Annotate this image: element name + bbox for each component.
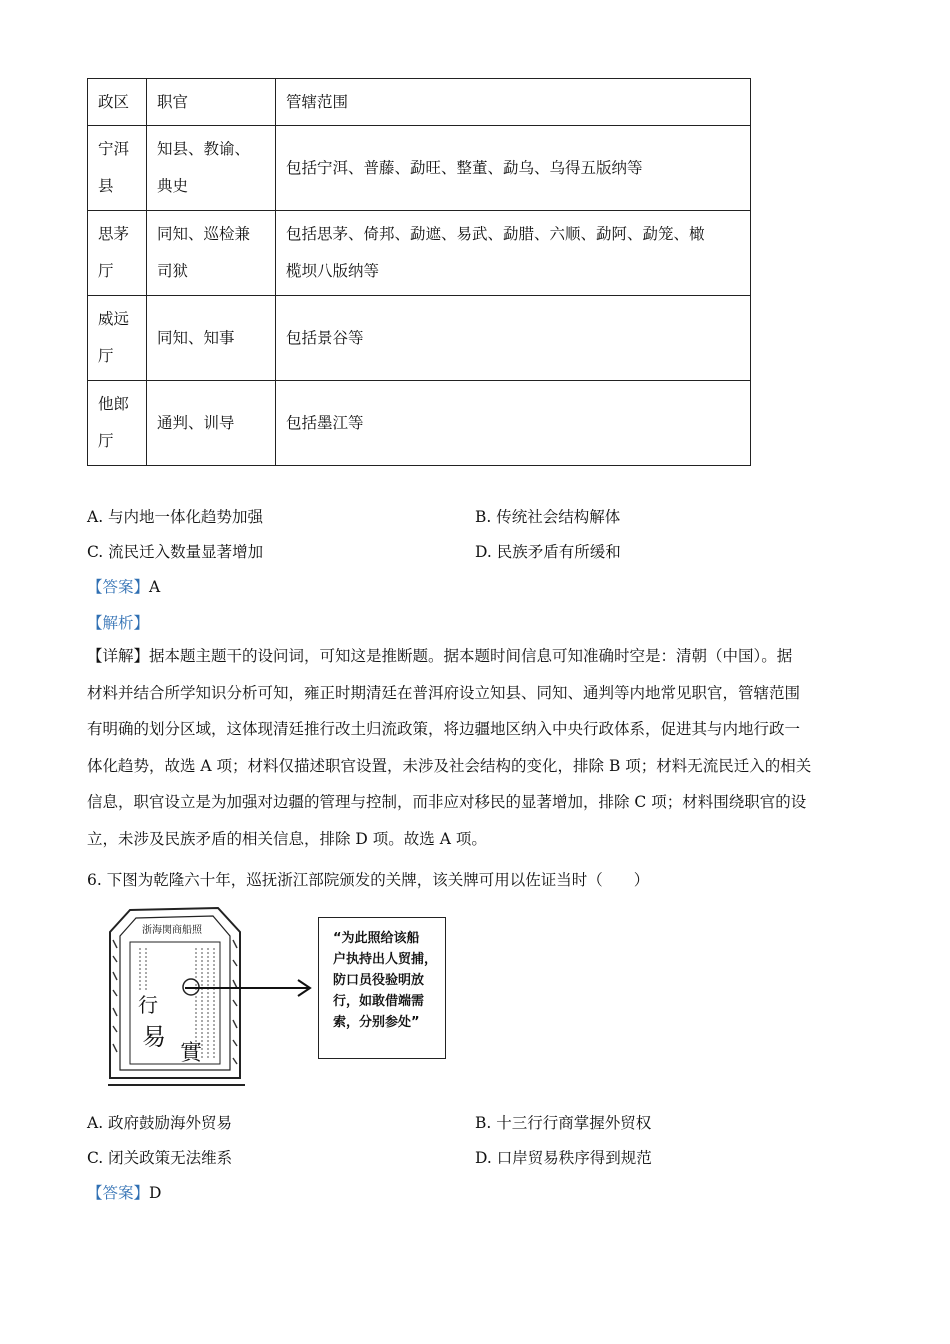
q6-option-a: A. 政府鼓励海外贸易 [87, 1114, 233, 1132]
officials-cell: 同知、巡检兼 司狱 [147, 211, 276, 296]
q6-option-c: C. 闭关政策无法维系 [87, 1149, 233, 1167]
q6-option-d: D. 口岸贸易秩序得到规范 [475, 1149, 652, 1167]
region-cell: 威远 厅 [88, 296, 147, 381]
detail-line: 体化趋势，故选 A 项；材料仅描述职官设置，未涉及社会结构的变化，排除 B 项；材料无流民迁入的相关 [87, 756, 812, 775]
quote-line: “为此照给该船 [333, 931, 420, 946]
scope-cell: 包括景谷等 [276, 296, 751, 381]
q5-option-c: C. 流民迁入数量显著增加 [87, 543, 264, 561]
detail-line: 材料并结合所学知识分析可知，雍正时期清廷在普洱府设立知县、同知、通判等内地常见职官，管辖范围 [87, 683, 801, 702]
table-row [88, 381, 751, 466]
detail-line: 【详解】据本题主题干的设问词，可知这是推断题。据本题时间信息可知准确时空是：清朝（中国）。据 [87, 647, 793, 665]
table-row [88, 211, 751, 296]
header-scope: 管辖范围 [276, 79, 751, 126]
tablet-char-yi: 易 [142, 1023, 166, 1051]
answer-tag: 【答案】 [87, 1184, 150, 1202]
q6-stem: 6. 下图为乾隆六十年，巡抚浙江部院颁发的关牌，该关牌可用以佐证当时（ ） [87, 871, 650, 889]
answer-value: D [149, 1184, 162, 1202]
officials-cell: 同知、知事 [147, 296, 276, 381]
scope-cell: 包括墨江等 [276, 381, 751, 466]
answer-value: A [149, 578, 161, 596]
tablet-header-text: 浙海関商船照 [142, 925, 202, 936]
quote-box [318, 917, 446, 1059]
region-cell: 他郎 厅 [88, 381, 147, 466]
header-officials: 职官 [147, 79, 276, 126]
detail-line: 有明确的划分区域，这体现清廷推行改土归流政策，将边疆地区纳入中央行政体系，促进其与内地行政一 [87, 720, 801, 738]
region-cell: 宁洱 县 [88, 126, 147, 211]
quote-line: 索，分别参处” [333, 1015, 420, 1030]
q5-detail [87, 638, 862, 857]
detail-line: 立，未涉及民族矛盾的相关信息，排除 D 项。故选 A 项。 [87, 829, 487, 848]
region-cell: 思茅 厅 [88, 211, 147, 296]
quote-line: 防口员役验明放 [333, 973, 425, 988]
answer-tag: 【答案】 [87, 578, 150, 596]
arrow-icon [185, 980, 310, 996]
scope-cell: 包括思茅、倚邦、勐遮、易武、勐腊、六顺、勐阿、勐笼、橄 榄坝八版纳等 [276, 211, 751, 296]
table-header-row [88, 79, 751, 126]
table-row [88, 126, 751, 211]
quote-line: 行，如敢借端需 [333, 994, 425, 1009]
tablet-char-shi: 實 [180, 1041, 203, 1066]
q5-option-d: D. 民族矛盾有所缓和 [475, 543, 621, 561]
tablet-char-xing: 行 [138, 993, 158, 1017]
detail-tag: 【详解】 [87, 647, 150, 665]
tablet-border-pattern [113, 940, 237, 1064]
officials-cell: 知县、教谕、 典史 [147, 126, 276, 211]
analysis-tag: 【解析】 [87, 614, 150, 632]
regions-table [87, 78, 751, 466]
header-region: 政区 [88, 79, 147, 126]
detail-line: 信息，职官设立是为加强对边疆的管理与控制，而非应对移民的显著增加，排除 C 项；材料围绕职官的设 [87, 793, 807, 811]
q5-answer [87, 575, 160, 597]
q6-option-b: B. 十三行行商掌握外贸权 [475, 1114, 652, 1132]
quote-line: 户执持出人贸捕， [333, 952, 438, 967]
q6-answer [87, 1181, 161, 1203]
q5-option-a: A. 与内地一体化趋势加强 [87, 508, 264, 526]
table-row [88, 296, 751, 381]
scope-cell: 包括宁洱、普藤、勐旺、整董、勐乌、乌得五版纳等 [276, 126, 751, 211]
officials-cell: 通判、训导 [147, 381, 276, 466]
q5-option-b: B. 传统社会结构解体 [475, 508, 621, 526]
